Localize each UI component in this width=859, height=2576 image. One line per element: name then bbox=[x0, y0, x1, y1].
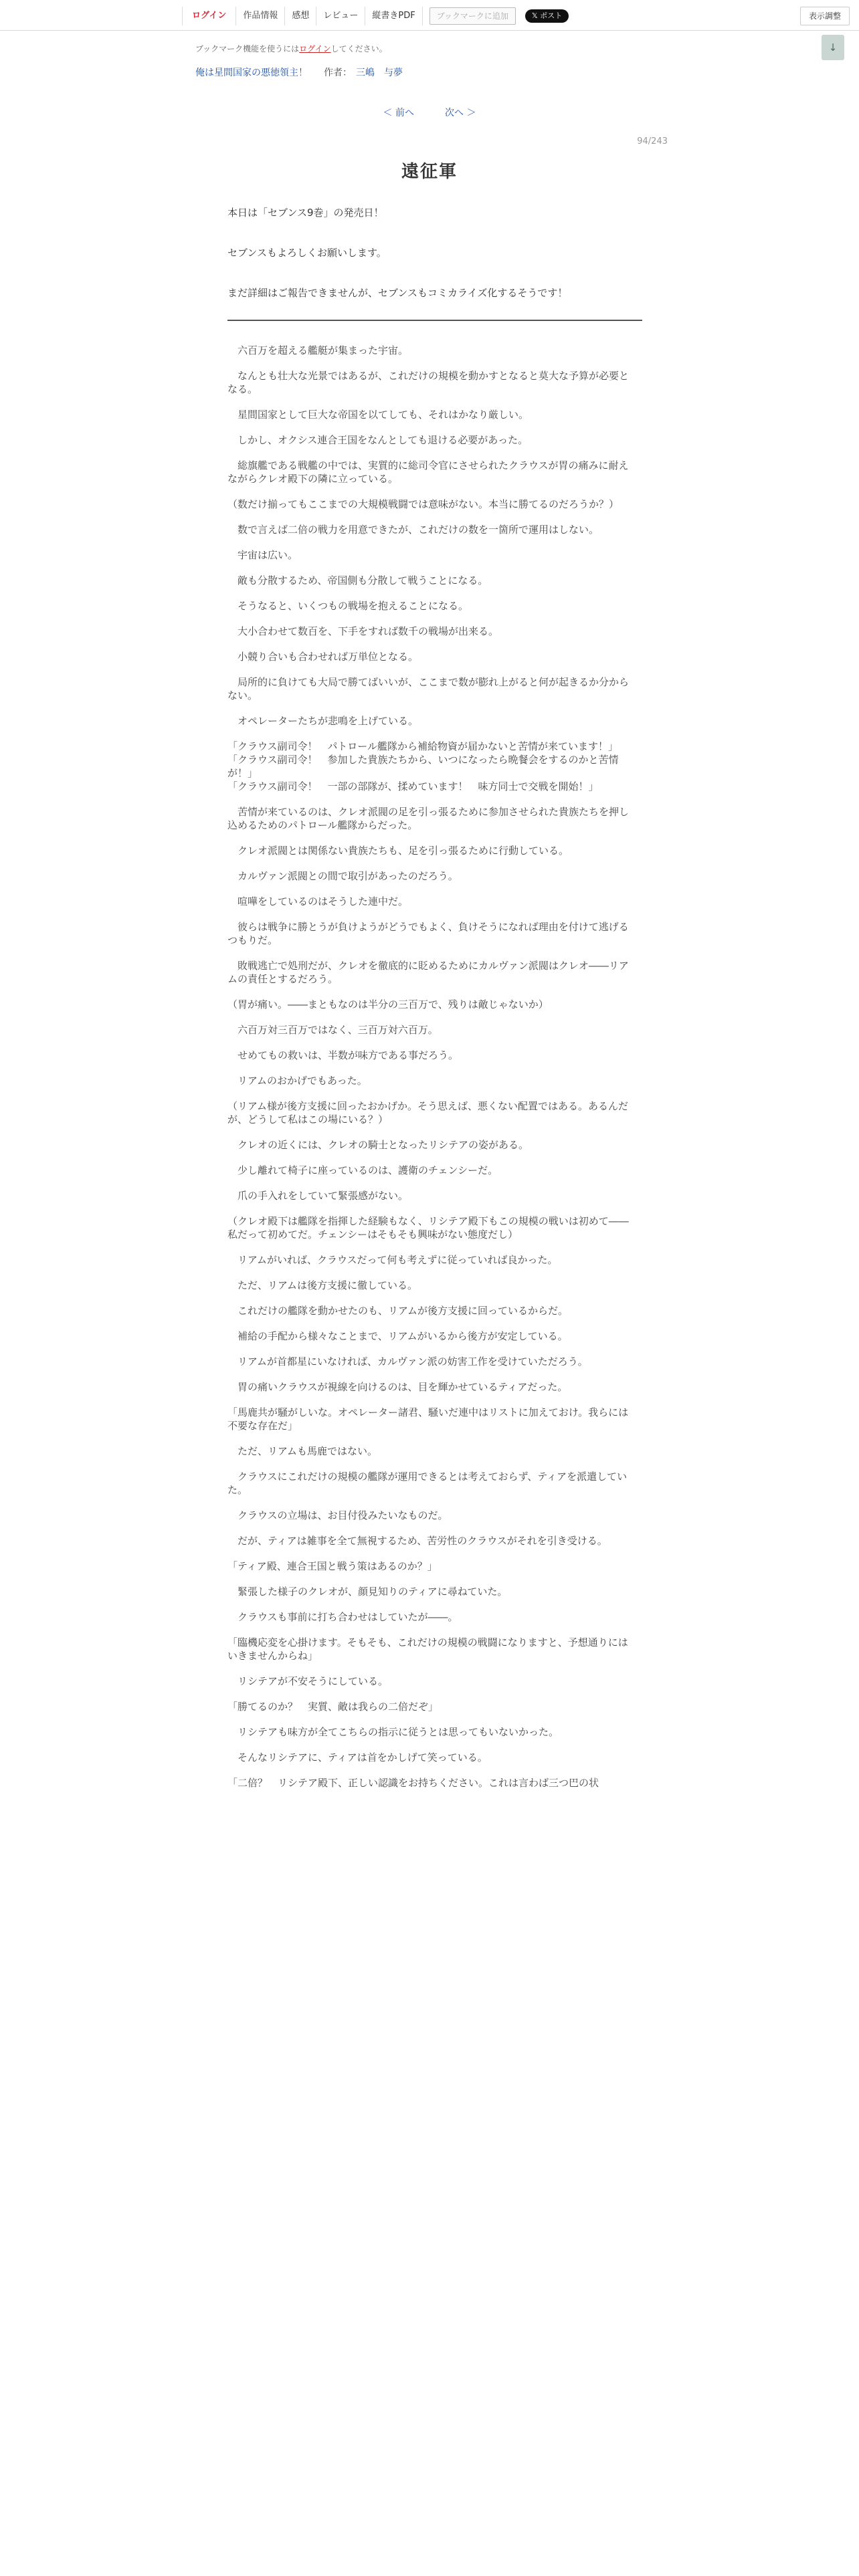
foreword-paragraph: まだ詳細はご報告できませんが、セブンスもコミカライズ化するそうです！ bbox=[227, 287, 568, 299]
bookmark-notice bbox=[195, 43, 387, 54]
author-label: 作者： bbox=[324, 68, 352, 78]
body-paragraph: リアムが首都星にいなければ、カルヴァン派の妨害工作を受けていただろう。 bbox=[227, 1356, 588, 1368]
body-paragraph: 六百万対三百万ではなく、三百万対六百万。 bbox=[227, 1024, 438, 1036]
body-paragraph: これだけの艦隊を動かせたのも、リアムが後方支援に回っているからだ。 bbox=[227, 1305, 568, 1317]
body-paragraph: 星間国家として巨大な帝国を以てしても、それはかなり厳しい。 bbox=[227, 409, 529, 421]
body-paragraph: 彼らは戦争に勝とうが負けようがどうでもよく、負けそうになれば理由を付けて逃げるつもりだ。 bbox=[227, 921, 629, 946]
body-paragraph: リアムがいれば、クラウスだって何も考えずに従っていれば良かった。 bbox=[227, 1254, 558, 1266]
body-paragraph: そうなると、いくつもの戦場を抱えることになる。 bbox=[227, 600, 469, 612]
body-paragraph: 緊張した様子のクレオが、顔見知りのティアに尋ねていた。 bbox=[227, 1586, 508, 1598]
x-share-label: 𝕏 ポスト bbox=[531, 11, 563, 20]
scroll-down-button[interactable] bbox=[822, 35, 844, 60]
body-paragraph: （リアム様が後方支援に回ったおかげか。そう思えば、悪くない配置ではある。あるんだが、どうして私はこの場にいる？） bbox=[227, 1100, 628, 1125]
author-info bbox=[324, 66, 403, 79]
series-title-link[interactable]: 俺は星間国家の悪徳領主！ bbox=[195, 68, 308, 78]
next-episode-link[interactable]: 次へ ＞ bbox=[445, 108, 476, 118]
chapter-body bbox=[227, 344, 629, 1802]
display-settings-button[interactable]: 表示調整 bbox=[800, 7, 850, 25]
episode-pager bbox=[0, 106, 859, 119]
nav-links bbox=[182, 7, 569, 25]
body-paragraph: 「二倍？ リシテア殿下、正しい認識をお持ちください。これは言わば三つ巴の状 bbox=[227, 1777, 599, 1789]
body-paragraph: だが、ティアは雑事を全て無視するため、苦労性のクラウスがそれを引き受ける。 bbox=[227, 1535, 607, 1547]
chapter-title: 遠征軍 bbox=[401, 162, 458, 182]
bookmark-notice-after: してください。 bbox=[330, 44, 387, 53]
login-link[interactable]: ログイン bbox=[182, 7, 236, 25]
body-paragraph: オペレーターたちが悲鳴を上げている。 bbox=[227, 715, 419, 727]
bookmark-login-link[interactable]: ログイン bbox=[299, 44, 331, 53]
body-paragraph: 宇宙は広い。 bbox=[227, 549, 298, 561]
body-paragraph: 小競り合いも合わせれば万単位となる。 bbox=[227, 651, 419, 663]
body-paragraph: （数だけ揃ってもここまでの大規模戦闘では意味がない。本当に勝てるのだろうか？） bbox=[227, 498, 619, 510]
body-paragraph: 敵も分散するため、帝国側も分散して戦うことになる。 bbox=[227, 574, 488, 586]
vertical-pdf-link[interactable]: 縦書きPDF bbox=[365, 7, 422, 25]
body-paragraph: 「臨機応変を心掛けます。そもそも、これだけの規模の戦闘になりますと、予想通りにはいきませんからね」 bbox=[227, 1636, 628, 1662]
body-paragraph: 「勝てるのか？ 実質、敵は我らの二倍だぞ」 bbox=[227, 1701, 439, 1713]
foreword bbox=[227, 206, 629, 326]
body-paragraph: クラウスにこれだけの規模の艦隊が運用できるとは考えておらず、ティアを派遣していた。 bbox=[227, 1471, 628, 1496]
work-info-link[interactable]: 作品情報 bbox=[236, 7, 285, 25]
body-paragraph: カルヴァン派閥との間で取引があったのだろう。 bbox=[227, 870, 458, 882]
x-share-button[interactable] bbox=[525, 9, 569, 23]
body-paragraph: 「馬鹿共が騒がしいな。オペレーター諸君、騒いだ連中はリストに加えておけ。我らには不要な存在だ」 bbox=[227, 1406, 629, 1432]
body-paragraph: （胃が痛い。――まともなのは半分の三百万で、残りは敵じゃないか） bbox=[227, 998, 549, 1010]
body-paragraph: クレオの近くには、クレオの騎士となったリシテアの姿がある。 bbox=[227, 1139, 529, 1151]
body-paragraph: 敗戦逃亡で処刑だが、クレオを徹底的に貶めるためにカルヴァン派閥はクレオ――リアムの責任とするだろう。 bbox=[227, 960, 629, 985]
body-paragraph: ただ、リアムも馬鹿ではない。 bbox=[227, 1445, 377, 1457]
body-paragraph: なんとも壮大な光景ではあるが、これだけの規模を動かすとなると莫大な予算が必要となる。 bbox=[227, 370, 630, 395]
episode-number: 94/243 bbox=[637, 136, 668, 146]
body-paragraph: 「クラウス副司令！ パトロール艦隊から補給物資が届かないと苦情が来ています！」 「クラウス副司令！ 参加した貴族たちから、いつになったら晩餐会をするのかと苦情が！」 「クラウス副司令！ 一部の部隊が、揉めています！ 味方同士で交戦を開始！」 bbox=[227, 740, 619, 792]
work-breadcrumb bbox=[195, 66, 403, 79]
body-paragraph: 胃の痛いクラウスが視線を向けるのは、目を輝かせているティアだった。 bbox=[227, 1381, 568, 1393]
arrow-down-icon: ↓ bbox=[828, 41, 838, 53]
body-paragraph: 喧嘩をしているのはそうした連中だ。 bbox=[227, 895, 409, 907]
add-bookmark-button[interactable]: ブックマークに追加 bbox=[430, 7, 516, 25]
foreword-divider bbox=[227, 320, 642, 321]
body-paragraph: （クレオ殿下は艦隊を指揮した経験もなく、リシテア殿下もこの規模の戦いは初めて――私だって初めてだ。チェンシーはそもそも興味がない態度だし） bbox=[227, 1215, 629, 1241]
body-paragraph: 大小合わせて数百を、下手をすれば数千の戦場が出来る。 bbox=[227, 625, 499, 637]
body-paragraph: そんなリシテアに、ティアは首をかしげて笑っている。 bbox=[227, 1751, 488, 1763]
foreword-paragraph: 本日は「セブンス9巻」の発売日！ bbox=[227, 207, 384, 219]
body-paragraph: クラウスの立場は、お目付役みたいなものだ。 bbox=[227, 1509, 448, 1521]
body-paragraph: ただ、リアムは後方支援に徹している。 bbox=[227, 1279, 417, 1291]
body-paragraph: 爪の手入れをしていて緊張感がない。 bbox=[227, 1190, 409, 1202]
top-navigation-bar bbox=[0, 0, 859, 31]
body-paragraph: 数で言えば二倍の戦力を用意できたが、これだけの数を一箇所で運用はしない。 bbox=[227, 524, 599, 536]
body-paragraph: せめてもの救いは、半数が味方である事だろう。 bbox=[227, 1049, 459, 1061]
body-paragraph: 少し離れて椅子に座っているのは、護衛のチェンシーだ。 bbox=[227, 1164, 498, 1176]
foreword-paragraph: セブンスもよろしくお願いします。 bbox=[227, 247, 387, 259]
body-paragraph: 局所的に負けても大局で勝てばいいが、ここまで数が膨れ上がると何が起きるか分からない。 bbox=[227, 676, 630, 702]
body-paragraph: 「ティア殿、連合王国と戦う策はあるのか？」 bbox=[227, 1560, 438, 1572]
body-paragraph: クレオ派閥とは関係ない貴族たちも、足を引っ張るために行動している。 bbox=[227, 845, 569, 857]
impression-link[interactable]: 感想 bbox=[285, 7, 316, 25]
body-paragraph: リシテアも味方が全てこちらの指示に従うとは思ってもいないかった。 bbox=[227, 1726, 559, 1738]
body-paragraph: 補給の手配から様々なことまで、リアムがいるから後方が安定している。 bbox=[227, 1330, 568, 1342]
body-paragraph: リシテアが不安そうにしている。 bbox=[227, 1675, 389, 1687]
body-paragraph: しかし、オクシス連合王国をなんとしても退ける必要があった。 bbox=[227, 434, 529, 446]
body-paragraph: リアムのおかげでもあった。 bbox=[227, 1075, 367, 1087]
body-paragraph: 苦情が来ているのは、クレオ派閥の足を引っ張るために参加させられた貴族たちを押し込めるためのパトロール艦隊からだった。 bbox=[227, 806, 630, 831]
body-paragraph: 総旗艦である戦艦の中では、実質的に総司令官にさせられたクラウスが胃の痛みに耐えながらクレオ殿下の隣に立っている。 bbox=[227, 459, 629, 485]
body-paragraph: 六百万を超える艦艇が集まった宇宙。 bbox=[227, 344, 409, 356]
review-link[interactable]: レビュー bbox=[316, 7, 365, 25]
author-name-link[interactable]: 三嶋 与夢 bbox=[356, 68, 403, 78]
prev-episode-link[interactable]: ＜ 前へ bbox=[383, 108, 414, 118]
body-paragraph: クラウスも事前に打ち合わせはしていたが――。 bbox=[227, 1611, 458, 1623]
bookmark-notice-before: ブックマーク機能を使うには bbox=[195, 44, 300, 53]
